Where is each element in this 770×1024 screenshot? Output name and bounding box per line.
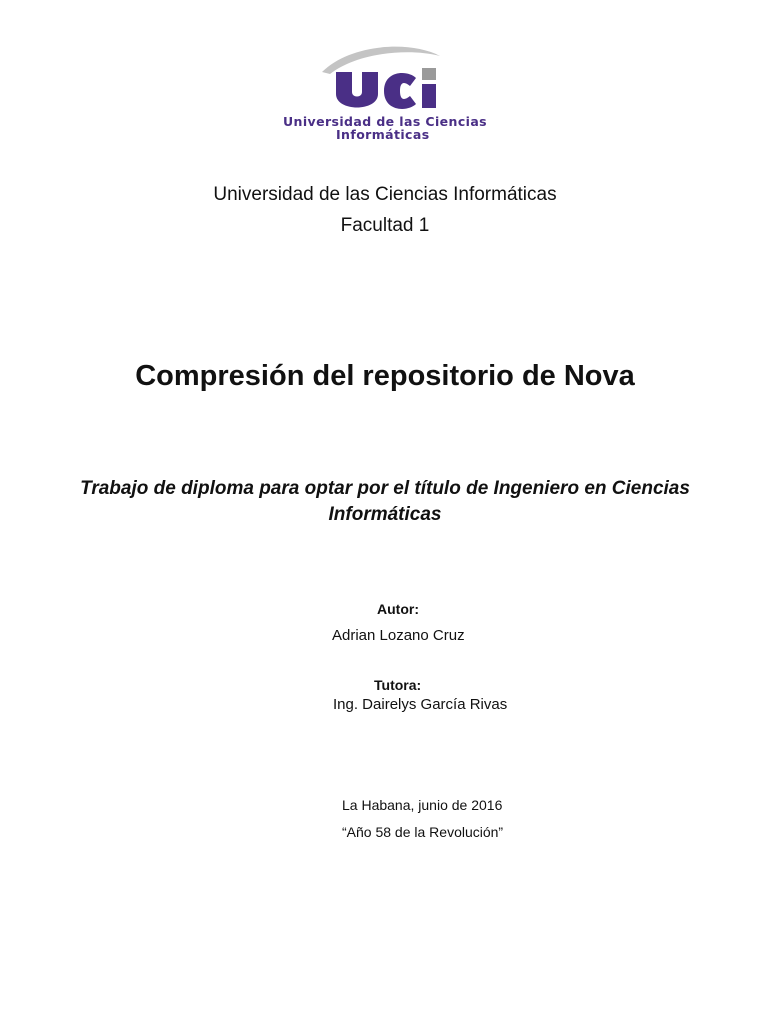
faculty-name: Facultad 1 (340, 215, 430, 236)
logo-letter-u (336, 72, 378, 108)
place-date: La Habana, junio de 2016 (342, 797, 503, 813)
logo-letter-c (384, 73, 416, 109)
university-name: Universidad de las Ciencias Informáticas (213, 184, 557, 205)
logo-letter-i (422, 84, 436, 108)
logo-tagline-line2: Informáticas (336, 127, 430, 142)
year-motto: “Año 58 de la Revolución” (342, 824, 504, 840)
tutor-name: Ing. Dairelys García Rivas (333, 696, 508, 713)
thesis-title: Compresión del repositorio de Nova (135, 360, 635, 392)
thesis-subtitle: Trabajo de diploma para optar por el título de Ingeniero en Ciencias Informáticas (80, 478, 690, 525)
logo-dot (422, 68, 436, 80)
tutor-label: Tutora: (374, 677, 422, 693)
author-label: Autor: (377, 601, 419, 617)
uci-logo (280, 42, 490, 144)
uci-logo-mark (280, 42, 490, 114)
logo-tagline-line1: Universidad de las Ciencias (282, 114, 488, 129)
author-name: Adrian Lozano Cruz (332, 627, 465, 644)
